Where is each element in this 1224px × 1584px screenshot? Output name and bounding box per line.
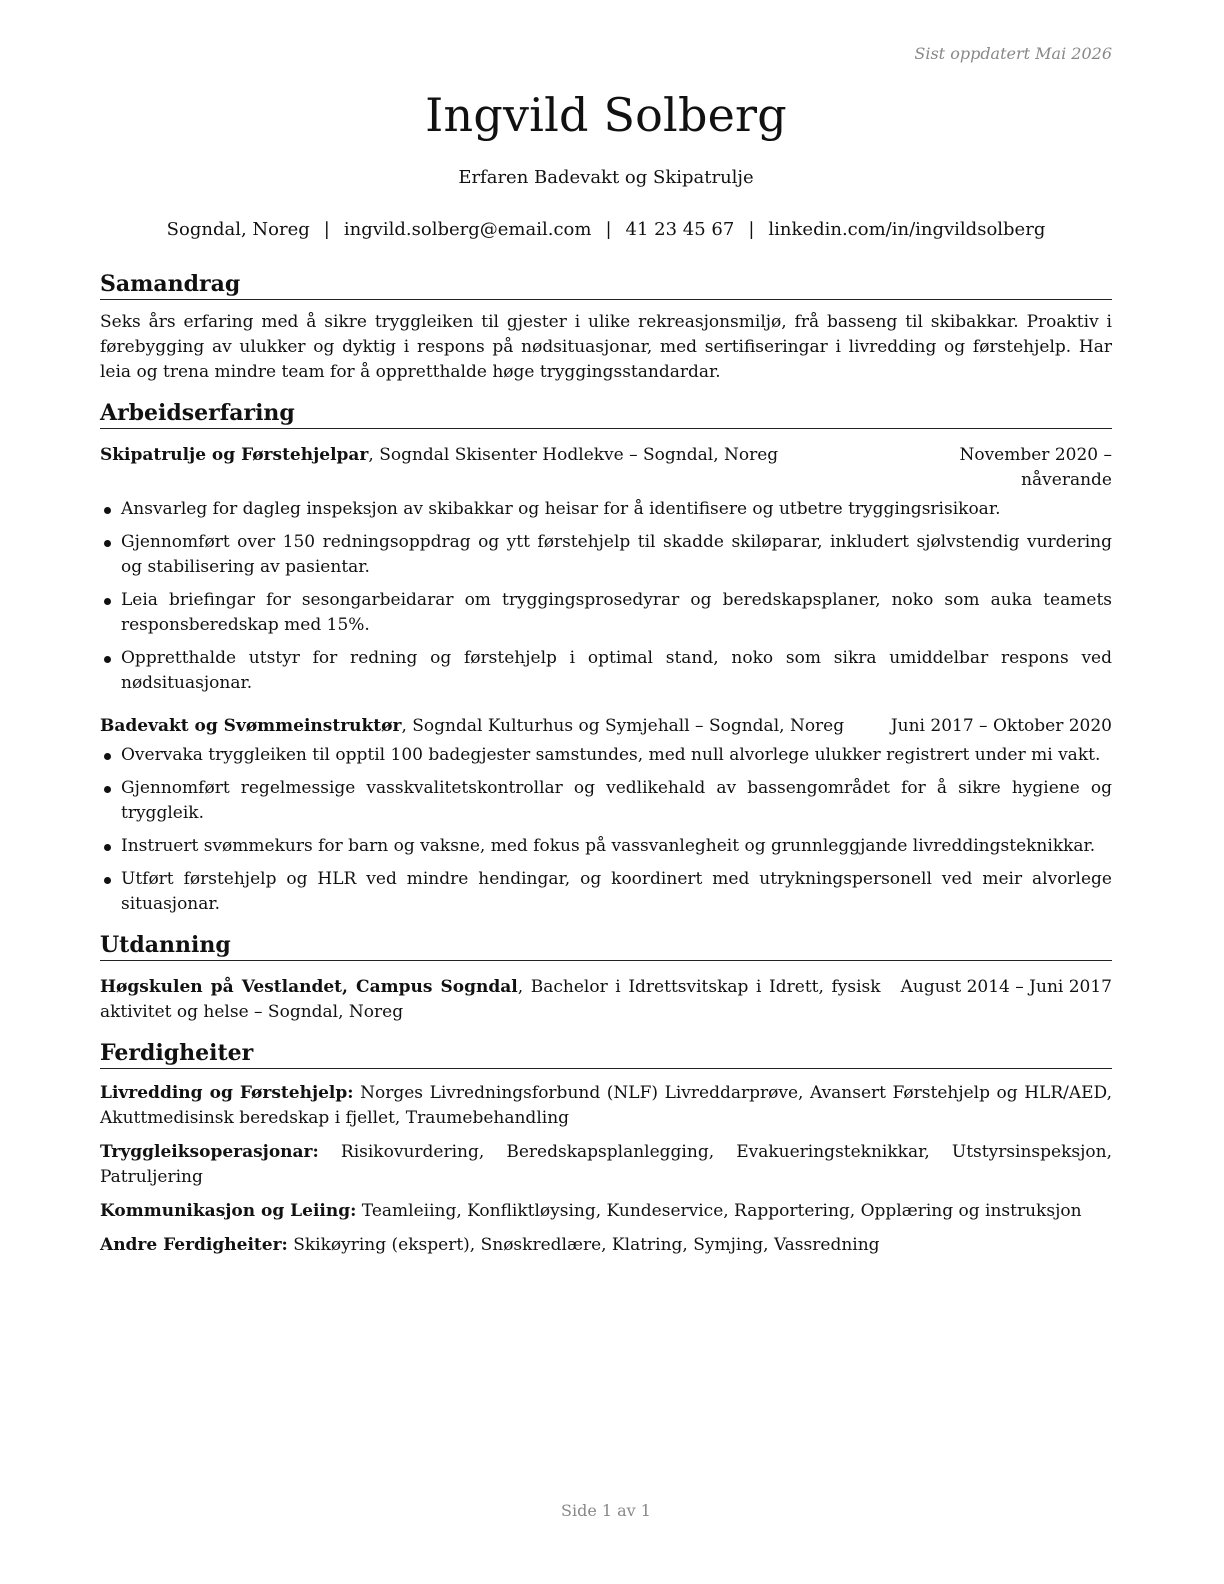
skill-group-label: Tryggleiksoperasjonar: [100,1142,319,1162]
summary-section [100,270,1112,385]
job-header [100,714,1112,739]
job-entry [100,714,1112,917]
education-details: , Bachelor i Idrettsvitskap i Idrett, fysisk aktivitet og helse – Sogndal, Noreg [100,977,881,1022]
list-item: Utført førstehjelp og HLR ved mindre hendingar, og koordinert med utrykningspersonell ved meir alvorlege situasjonar. [100,867,1112,917]
skill-group [100,1140,1112,1190]
resume-page [100,0,1112,1584]
contact-location: Sogndal, Noreg [166,219,310,240]
list-item: Instruert svømmekurs for barn og vaksne, med fokus på vassvanlegheit og grunnleggjande livreddingsteknikkar. [100,834,1112,859]
contact-phone: 41 23 45 67 [625,219,735,240]
job-bullets [100,743,1112,917]
education-school: Høgskulen på Vestlandet, Campus Sogndal [100,977,518,997]
job-dates: November 2020 – nåverande [959,445,1112,490]
job-role: Badevakt og Svømmeinstruktør [100,716,402,736]
job-employer: , Sogndal Skisenter Hodlekve – Sogndal, Noreg [368,445,779,465]
section-title-education: Utdanning [100,931,1112,961]
contact-separator: | [323,219,330,240]
job-bullets [100,497,1112,696]
education-section [100,931,1112,1025]
skill-group-items: Skikøyring (ekspert), Snøskredlære, Klatring, Symjing, Vassredning [287,1235,880,1255]
list-item: Oppretthalde utstyr for redning og førstehjelp i optimal stand, noko som sikra umiddelbar respons ved nødsituasjonar. [100,646,1112,696]
list-item: Gjennomført regelmessige vasskvalitetskontrollar og vedlikehald av bassengområdet for å sikre hygiene og tryggleik. [100,776,1112,826]
experience-section [100,399,1112,917]
candidate-name: Ingvild Solberg [425,88,787,142]
job-dates: Juni 2017 – Oktober 2020 [890,716,1112,736]
skill-group [100,1081,1112,1131]
contact-line [100,219,1112,240]
job-title-line [100,714,891,739]
list-item: Leia briefingar for sesongarbeidarar om tryggingsprosedyrar og beredskapsplaner, noko som auka teamets responsberedskap med 15%. [100,588,1112,638]
skills-section [100,1039,1112,1258]
job-role: Skipatrulje og Førstehjelpar [100,445,369,465]
skill-group-label: Livredding og Førstehjelp: [100,1083,354,1103]
education-dates: August 2014 – Juni 2017 [900,977,1112,997]
education-entry [100,975,1112,1025]
job-header [100,443,1112,493]
list-item: Ansvarleg for dagleg inspeksjon av skibakkar og heisar for å identifisere og utbetre tryggingsrisikoar. [100,497,1112,522]
skill-group [100,1233,1112,1258]
last-updated-note: Sist oppdatert Mai 2026 [914,44,1112,63]
skill-group-items: Norges Livredningsforbund (NLF) Livreddarprøve, Avansert Førstehjelp og HLR/AED, Akuttmedisinsk beredskap i fjellet, Traumebehandling [100,1083,1112,1128]
contact-separator: | [605,219,612,240]
contact-email[interactable]: ingvild.solberg@email.com [343,219,592,240]
job-title-line [100,443,878,493]
education-line [100,975,901,1025]
list-item: Overvaka tryggleiken til opptil 100 badegjester samstundes, med null alvorlege ulukker registrert under mi vakt. [100,743,1112,768]
job-entry [100,443,1112,696]
skill-group-label: Andre Ferdigheiter: [100,1235,288,1255]
summary-text: Seks års erfaring med å sikre tryggleiken til gjester i ulike rekreasjonsmiljø, frå basseng til skibakkar. Proaktiv i førebygging av ulukker og dyktig i respons på nødsituasjonar, med sertifiseringar i livredding og førstehjelp. Har leia og trena mindre team for å oppretthalde høge tryggingsstandardar. [100,312,1112,382]
job-employer: , Sogndal Kulturhus og Symjehall – Sogndal, Noreg [401,716,845,736]
contact-separator: | [748,219,755,240]
candidate-tagline: Erfaren Badevakt og Skipatrulje [458,167,754,188]
section-title-experience: Arbeidserfaring [100,399,1112,429]
resume-sections [100,270,1112,1272]
skill-group-label: Kommunikasjon og Leiing: [100,1201,357,1221]
skill-group-items: Risikovurdering, Beredskapsplanlegging, Evakueringsteknikkar, Utstyrsinspeksjon, Patruljering [100,1142,1112,1187]
contact-linkedin[interactable]: linkedin.com/in/ingvildsolberg [768,219,1046,240]
section-title-summary: Samandrag [100,270,1112,300]
skill-group [100,1199,1112,1224]
skill-group-items: Teamleiing, Konfliktløysing, Kundeservice, Rapportering, Opplæring og instruksjon [356,1201,1082,1221]
page-number: Side 1 av 1 [561,1501,651,1520]
section-title-skills: Ferdigheiter [100,1039,1112,1069]
list-item: Gjennomført over 150 redningsoppdrag og ytt førstehjelp til skadde skiløparar, inkludert sjølvstendig vurdering og stabilisering av pasientar. [100,530,1112,580]
